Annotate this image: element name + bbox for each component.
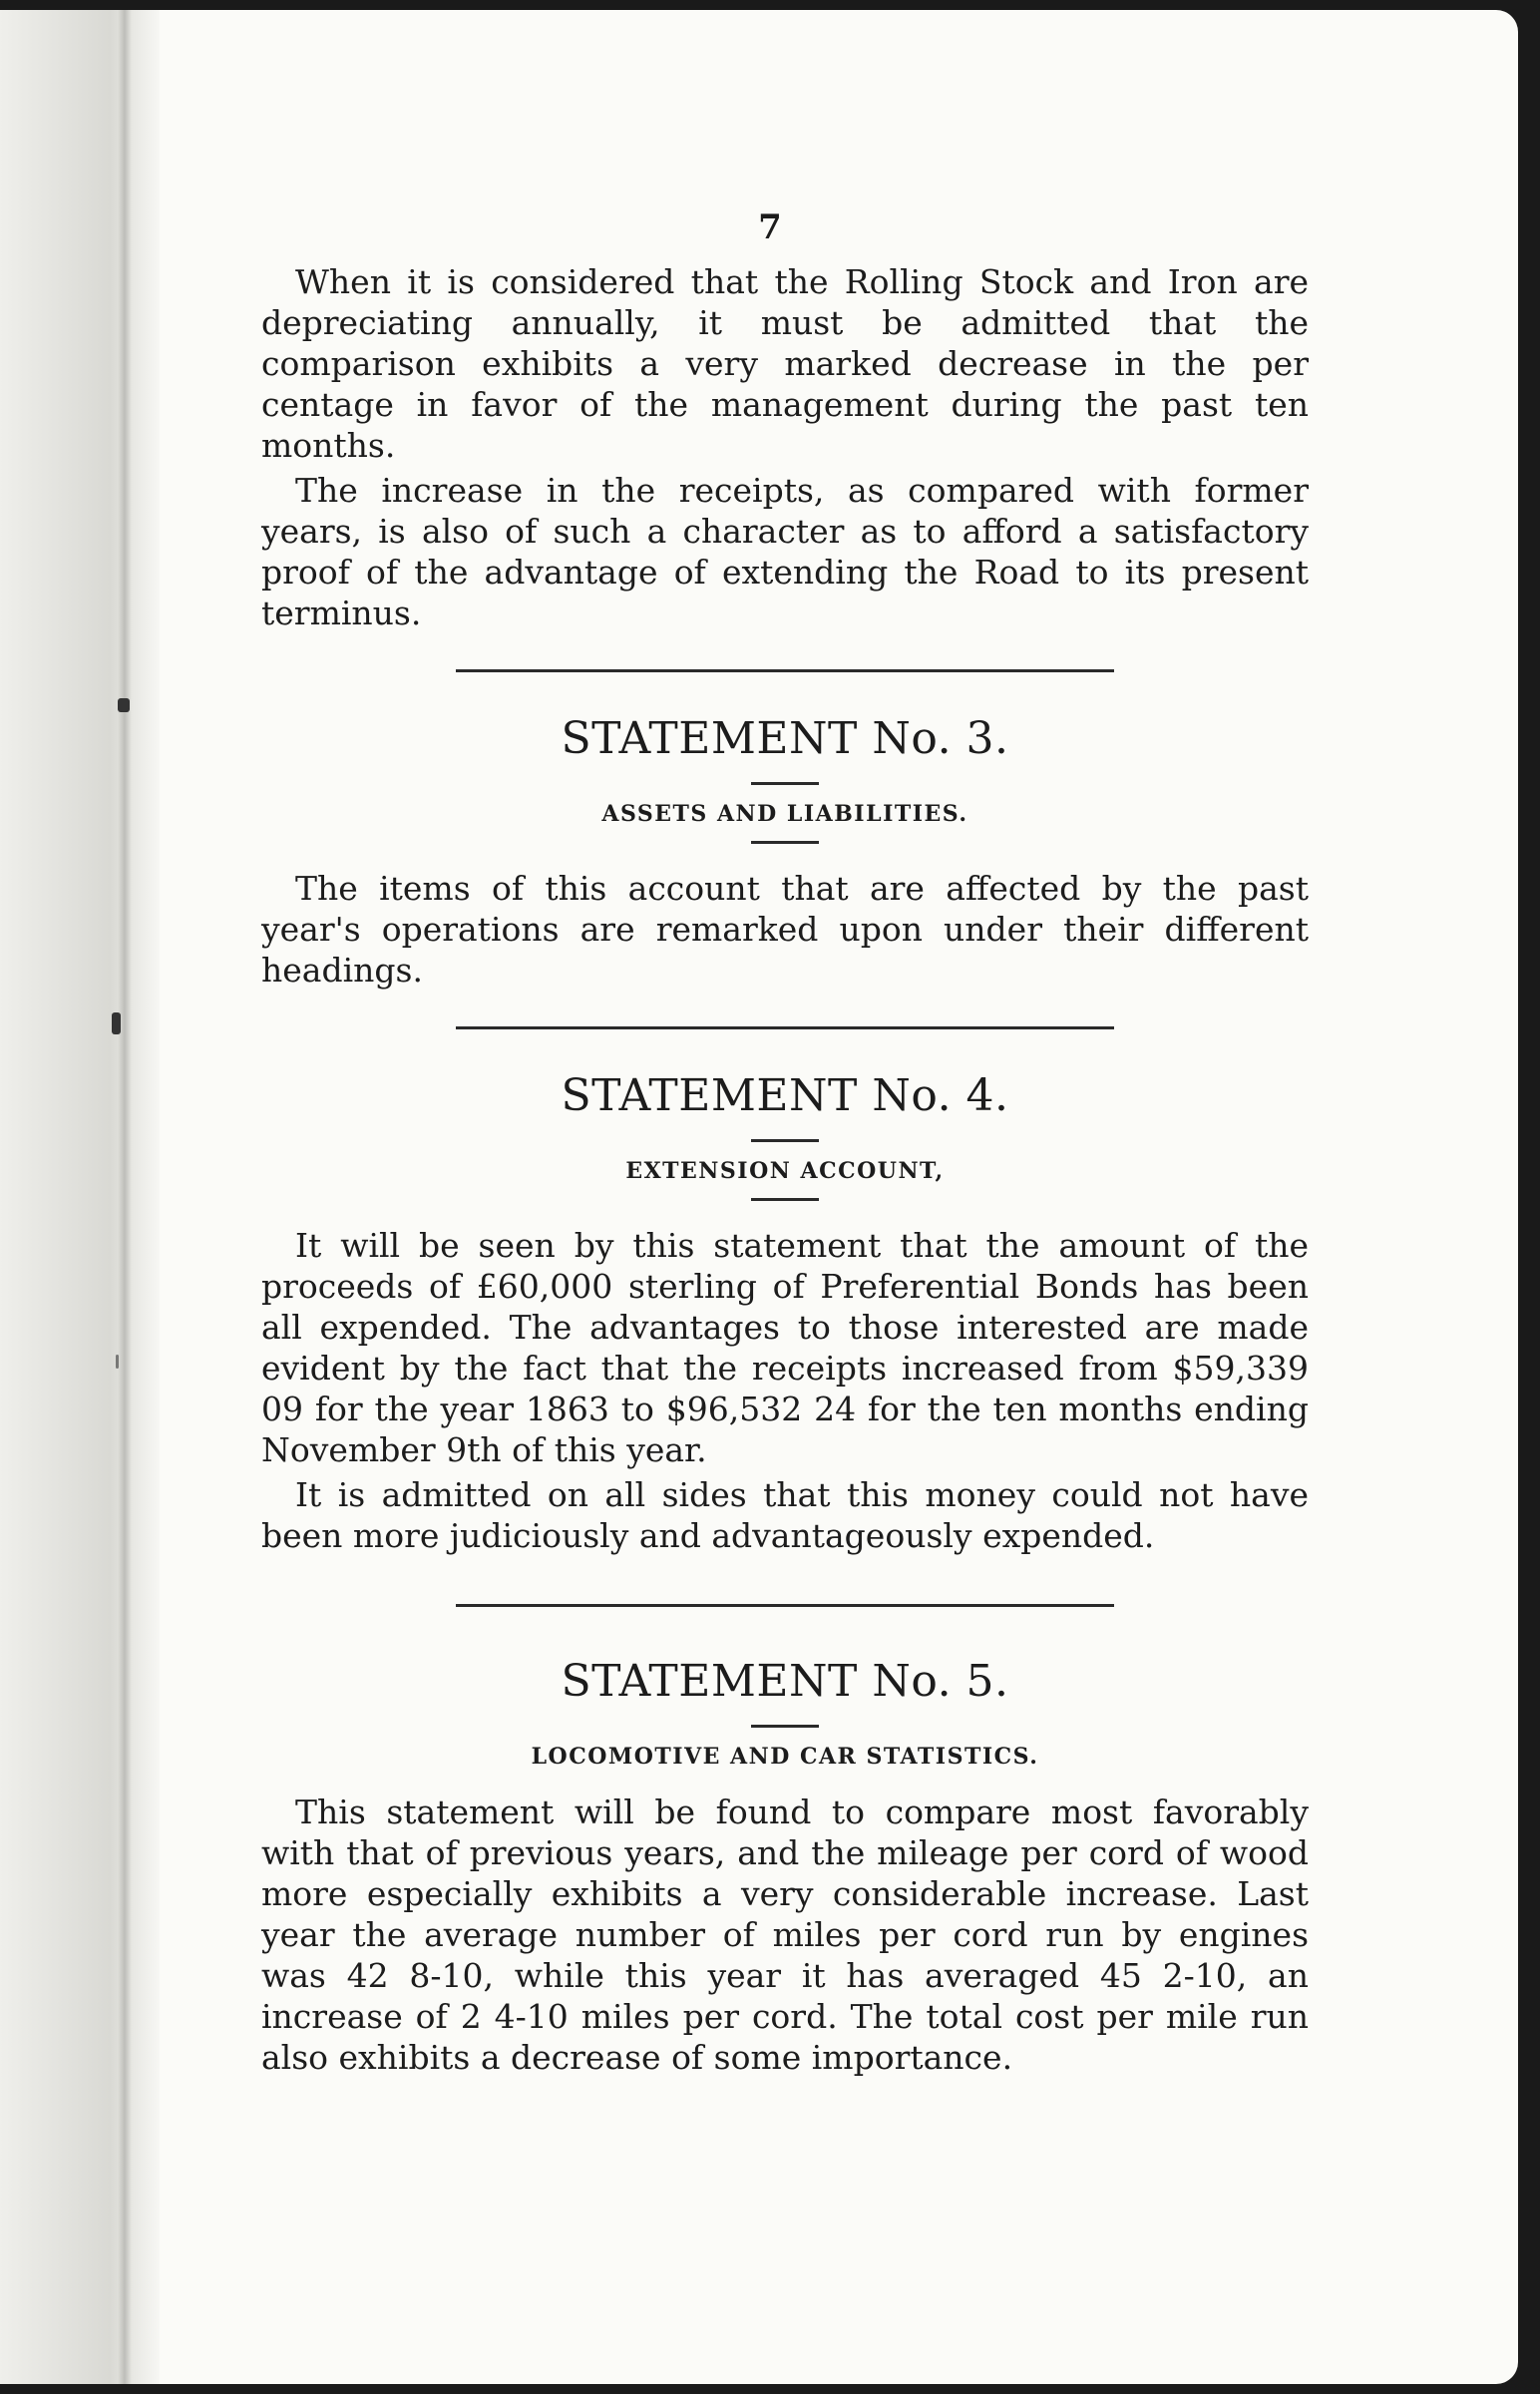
subheading-rule xyxy=(751,841,819,844)
binding-gutter xyxy=(0,10,160,2384)
heading-rule xyxy=(751,1725,819,1728)
heading-rule xyxy=(751,1139,819,1142)
page-body xyxy=(261,261,1309,2078)
statement-5-section xyxy=(261,1655,1309,2078)
margin-mark xyxy=(116,1355,119,1369)
margin-mark xyxy=(118,698,130,712)
section-divider xyxy=(456,1026,1114,1029)
body-paragraph: The items of this account that are affected by the past year's operations are remarked upon under their different headings. xyxy=(261,869,1309,990)
statement-heading: STATEMENT No. 4. xyxy=(561,1070,1009,1121)
page-number: 7 xyxy=(758,207,782,247)
statement-heading: STATEMENT No. 3. xyxy=(561,713,1009,764)
subheading-rule xyxy=(751,1198,819,1201)
statement-3-section xyxy=(261,712,1309,991)
body-paragraph: It is admitted on all sides that this money could not have been more judiciously and advantageously expended. xyxy=(261,1475,1309,1555)
body-paragraph: It will be seen by this statement that the amount of the proceeds of £60,000 sterling of Preferential Bonds has been all expended. The advantages to those interested are made evident by the fact that the receipts increased from $59,339 09 for the year 1863 to $96,532 24 for the ten months ending November 9th of this year. xyxy=(261,1226,1309,1469)
heading-rule xyxy=(751,782,819,785)
body-paragraph: This statement will be found to compare most favorably with that of previous years, and the mileage per cord of wood more especially exhibits a very considerable increase. Last year the average number of miles per cord run by engines was 42 8-10, while this year it has averaged 45 2-10, an increase of 2 4-10 miles per cord. The total cost per mile run also exhibits a decrease of some importance. xyxy=(261,1793,1309,2077)
statement-subheading: ASSETS AND LIABILITIES. xyxy=(601,801,968,827)
section-divider xyxy=(456,1604,1114,1607)
statement-subheading: LOCOMOTIVE AND CAR STATISTICS. xyxy=(531,1744,1039,1770)
statement-heading: STATEMENT No. 5. xyxy=(561,1656,1009,1707)
section-divider xyxy=(456,669,1114,672)
margin-mark xyxy=(112,1012,121,1034)
body-paragraph: The increase in the receipts, as compared with former years, is also of such a character as to afford a satisfactory proof of the advantage of extending the Road to its present terminus. xyxy=(261,471,1309,632)
body-paragraph: When it is considered that the Rolling Stock and Iron are depreciating annually, it must be admitted that the comparison exhibits a very marked decrease in the per centage in favor of the management during the past ten months. xyxy=(261,262,1309,465)
binding-shadow xyxy=(118,10,132,2384)
statement-subheading: EXTENSION ACCOUNT, xyxy=(625,1158,945,1184)
statement-4-section xyxy=(261,1069,1309,1556)
intro-section xyxy=(261,261,1309,633)
